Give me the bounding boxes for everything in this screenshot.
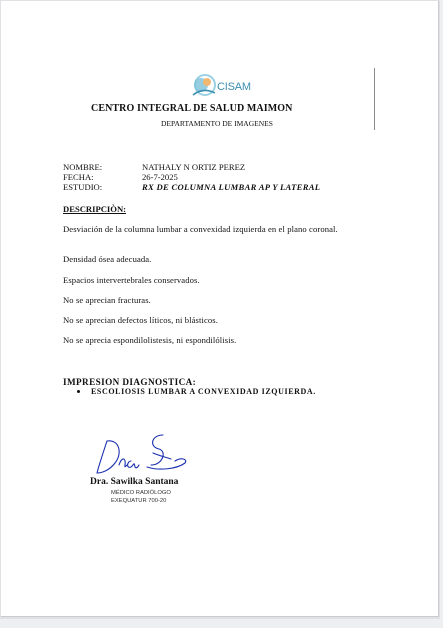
finding-paragraph: No se aprecian defectos líticos, ni blásticos. <box>63 315 218 325</box>
finding-paragraph: Espacios intervertebrales conservados. <box>63 275 200 285</box>
department-name: DEPARTAMENTO DE IMAGENES <box>161 119 273 128</box>
name-value: NATHALY N ORTIZ PEREZ <box>142 162 246 172</box>
header-divider <box>374 68 375 130</box>
impression-title: IMPRESION DIAGNOSTICA: <box>63 377 197 387</box>
handwritten-signature <box>93 431 189 479</box>
date-label: FECHA: <box>63 172 94 182</box>
date-value: 26-7-2025 <box>142 172 178 182</box>
finding-paragraph: Desviación de la columna lumbar a convexidad izquierda en el plano coronal. <box>63 224 338 234</box>
bullet-icon <box>77 390 80 393</box>
signer-name: Dra. Sawilka Santana <box>90 477 179 487</box>
document-page <box>1 1 439 617</box>
horizontal-scrollbar[interactable] <box>0 619 443 628</box>
study-label: ESTUDIO: <box>63 182 103 192</box>
clinic-name: CENTRO INTEGRAL DE SALUD MAIMON <box>91 103 293 114</box>
logo-icon <box>185 73 219 99</box>
finding-paragraph: No se aprecian fracturas. <box>63 295 151 305</box>
finding-paragraph: No se aprecia espondilolistesis, ni espondilólisis. <box>63 335 237 345</box>
description-title: DESCRIPCIÒN: <box>63 204 127 214</box>
name-label: NOMBRE: <box>63 162 103 172</box>
signer-license: EXEQUATUR 700-20 <box>111 498 167 504</box>
impression-item: ESCOLIOSIS LUMBAR A CONVEXIDAD IZQUIERDA. <box>91 387 316 396</box>
finding-paragraph: Densidad ósea adecuada. <box>63 254 152 264</box>
logo-text: CISAM <box>217 81 251 93</box>
signer-role: MÉDICO RADIÓLOGO <box>111 490 171 496</box>
clinic-logo <box>185 73 253 99</box>
study-value: RX DE COLUMNA LUMBAR AP Y LATERAL <box>142 182 321 192</box>
